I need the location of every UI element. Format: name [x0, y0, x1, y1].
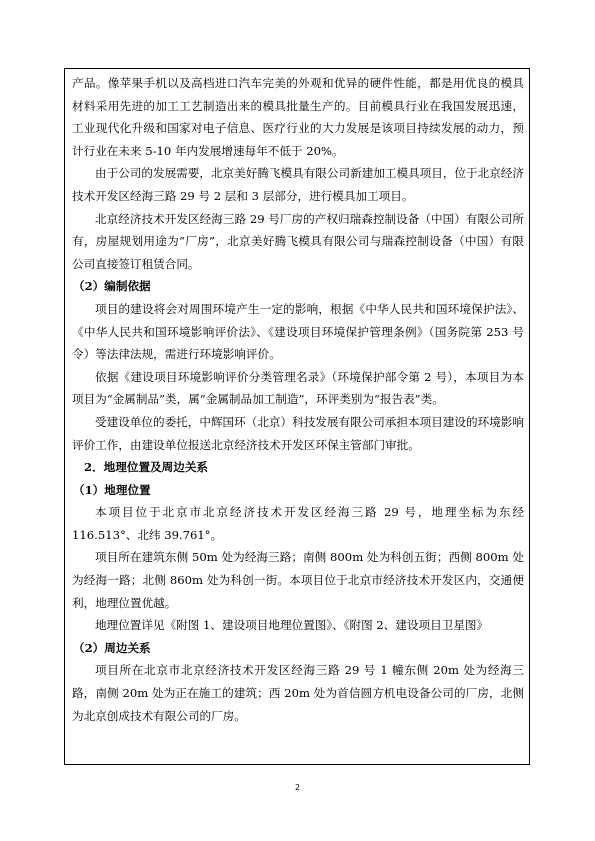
paragraph-industry: 产品。像苹果手机以及高档进口汽车完美的外观和优异的硬件性能，都是用优良的模具材料采用先进的加工工艺制造出来的模具批量生产的。目前模具行业在我国发展迅速，工业现代化升级和国家对电子信息、医疗行业的大力发展是该项目持续发展的动力，预计行业在未来 5-10 年内发展增速每年不低于 20%。: [72, 76, 524, 158]
paragraph-nearby-roads: 项目所在建筑东侧 50m 处为经海三路；南侧 800m 处为科创五街；西侧 800m 处为经海一路；北侧 860m 处为科创一街。本项目位于北京市经济技术开发区内，交通便利，地理位置优越。: [72, 550, 524, 610]
paragraph-figure-reference: 地理位置详见《附图 1、建设项目地理位置图》、《附图 2、建设项目卫星图》: [95, 618, 489, 633]
paragraph-classification: 依据《建设项目环境影响评价分类管理名录》（环境保护部令第 2 号），本项目为本项目为“金属制品”类，属“金属制品加工制造”，环评类别为“报告表”类。: [72, 369, 524, 407]
paragraph-coordinates: 本项目位于北京市北京经济技术开发区经海三路 29 号，地理坐标为东经 116.513°、北纬 39.761°。: [72, 505, 524, 542]
paragraph-surroundings: 项目所在北京市北京经济技术开发区经海三路 29 号 1 幢东侧 20m 处为经海三路，南侧 20m 处为正在施工的建筑；西 20m 处为首信圆方机电设备公司的厂房，北侧为北京创成技术有限公司的厂房。: [72, 663, 524, 723]
paragraph-property-rights: 北京经济技术开发区经海三路 29 号厂房的产权归瑞森控制设备（中国）有限公司所有，房屋规划用途为“厂房”，北京美好腾飞模具有限公司与瑞森控制设备（中国）有限公司直接签订租赁合同。: [72, 211, 524, 271]
location-heading: （1）地理位置: [73, 482, 151, 497]
paragraph-commission: 受建设单位的委托，中辉国环（北京）科技发展有限公司承担本项目建设的环境影响评价工作，由建设单位报送北京经济技术开发区环保主管部门审批。: [72, 414, 524, 452]
paragraph-legal-basis: 项目的建设将会对周围环境产生一定的影响，根据《中华人民共和国环境保护法》、《中华人民共和国环境影响评价法》、《建设项目环境保护管理条例》（国务院第 253 号令）等法律法规，需进行环境影响评价。: [72, 301, 524, 362]
section-title: 2．地理位置及周边关系: [84, 460, 209, 475]
paragraph-company-need: 由于公司的发展需要，北京美好腾飞模具有限公司新建加工模具项目，位于北京经济技术开发区经海三路 29 号 2 层和 3 层部分，进行模具加工项目。: [72, 166, 524, 203]
compilation-basis-heading: （2）编制依据: [73, 279, 151, 294]
document-body: [72, 72, 524, 727]
surroundings-heading: （2）周边关系: [73, 640, 151, 655]
page-number: 2: [294, 783, 301, 792]
